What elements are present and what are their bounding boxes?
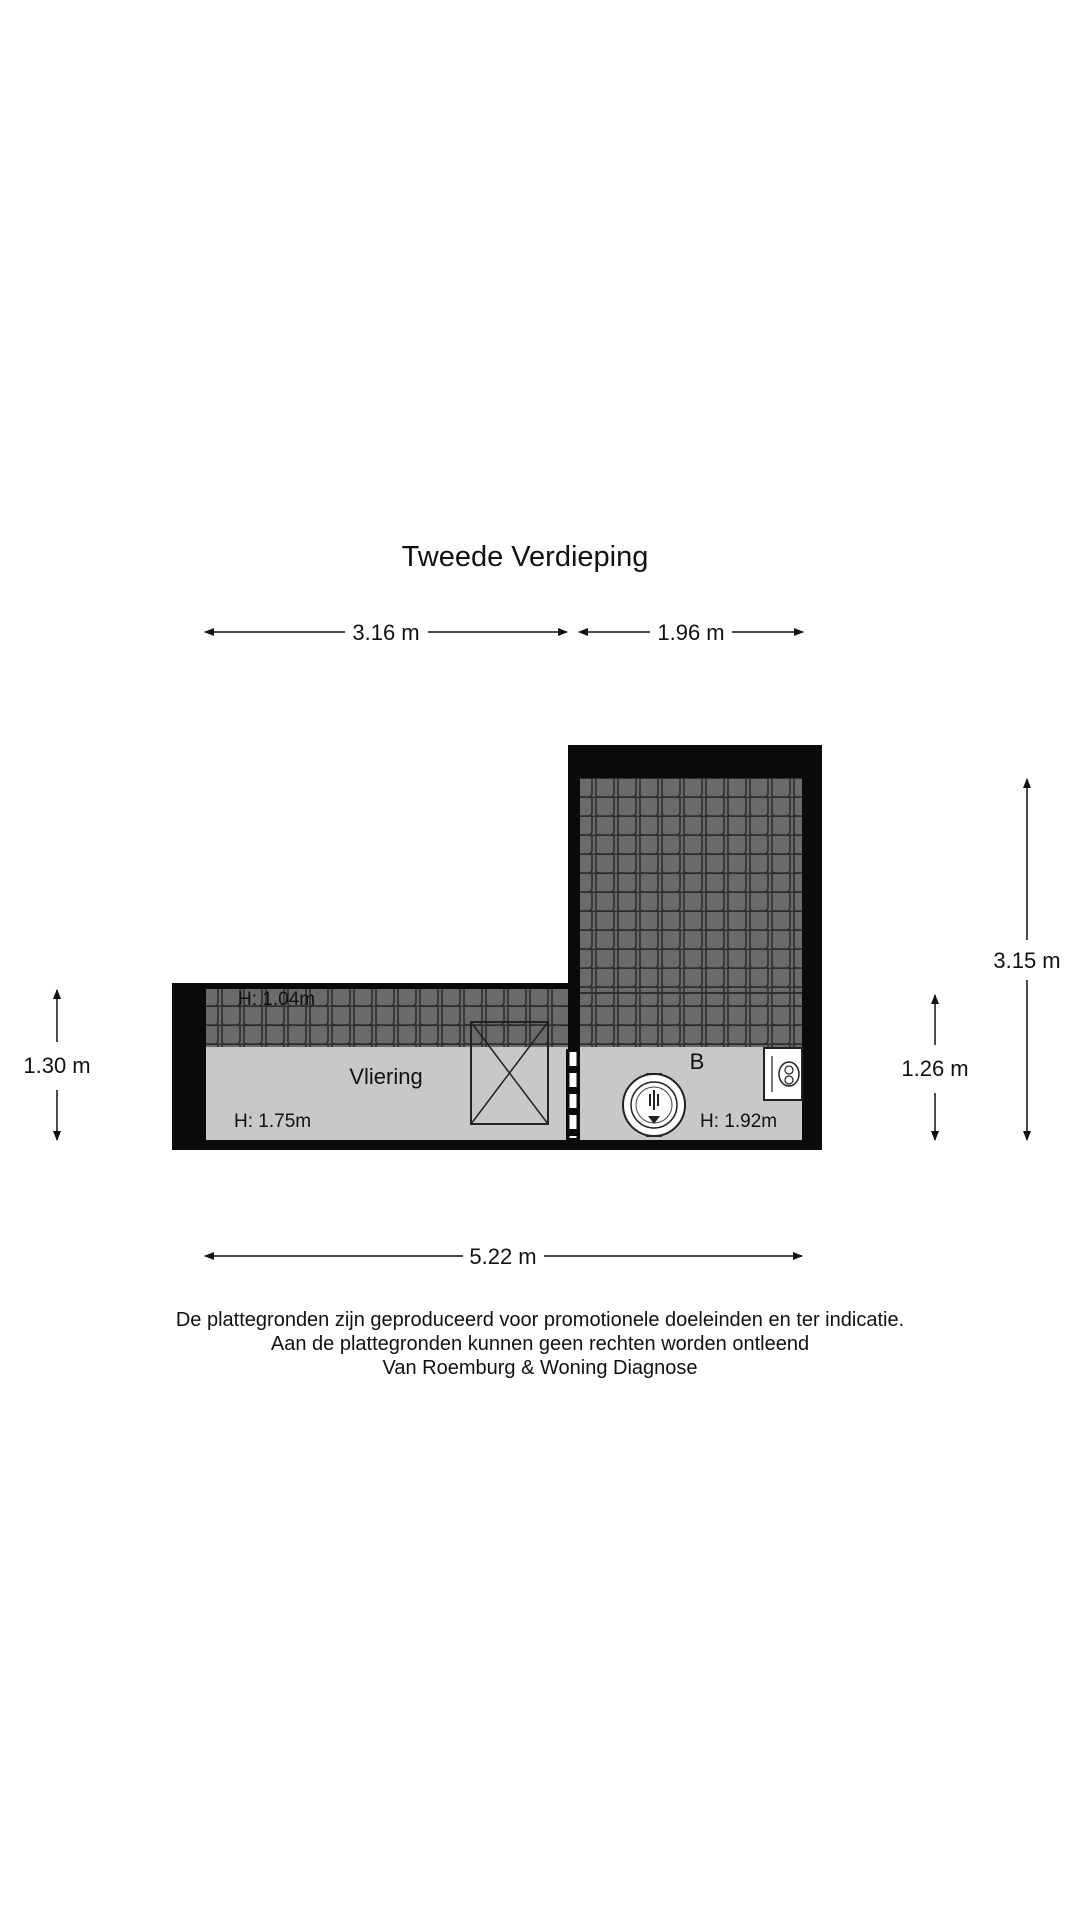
roof-slope-right	[580, 778, 802, 1047]
dimension-right-outer	[993, 779, 1060, 1140]
dimension-top-right	[579, 620, 803, 645]
dimension-label: 5.22 m	[469, 1244, 537, 1269]
disclaimer-line-2: Aan de plattegronden kunnen geen rechten worden ontleend	[270, 1333, 810, 1355]
dimension-right-inner	[901, 995, 968, 1140]
dimension-label: 1.30 m	[23, 1053, 91, 1078]
disclaimer-line-1: De plattegronden zijn geproduceerd voor promotionele doeleinden en ter indicatie.	[175, 1309, 905, 1331]
dimension-label: 1.26 m	[901, 1056, 969, 1081]
dimension-top-left	[205, 620, 567, 645]
room-name-b: B	[689, 1049, 705, 1074]
room-height-vliering: H: 1.75m	[234, 1111, 312, 1132]
room-height-b: H: 1.92m	[700, 1111, 778, 1132]
plan-title: Tweede Verdieping	[401, 541, 649, 573]
dimension-label: 1.96 m	[657, 620, 725, 645]
dimension-left	[23, 990, 90, 1140]
water-heater-icon	[764, 1048, 802, 1100]
door-opening	[566, 1049, 580, 1140]
disclaimer-line-3: Van Roemburg & Woning Diagnose	[382, 1357, 698, 1379]
dimension-label: 3.16 m	[352, 620, 420, 645]
dimension-bottom-total	[205, 1244, 802, 1269]
room-height-low: H: 1.04m	[238, 989, 316, 1010]
boiler-icon	[623, 1073, 685, 1137]
dimension-label: 3.15 m	[993, 948, 1061, 973]
room-name-vliering: Vliering	[349, 1064, 423, 1089]
